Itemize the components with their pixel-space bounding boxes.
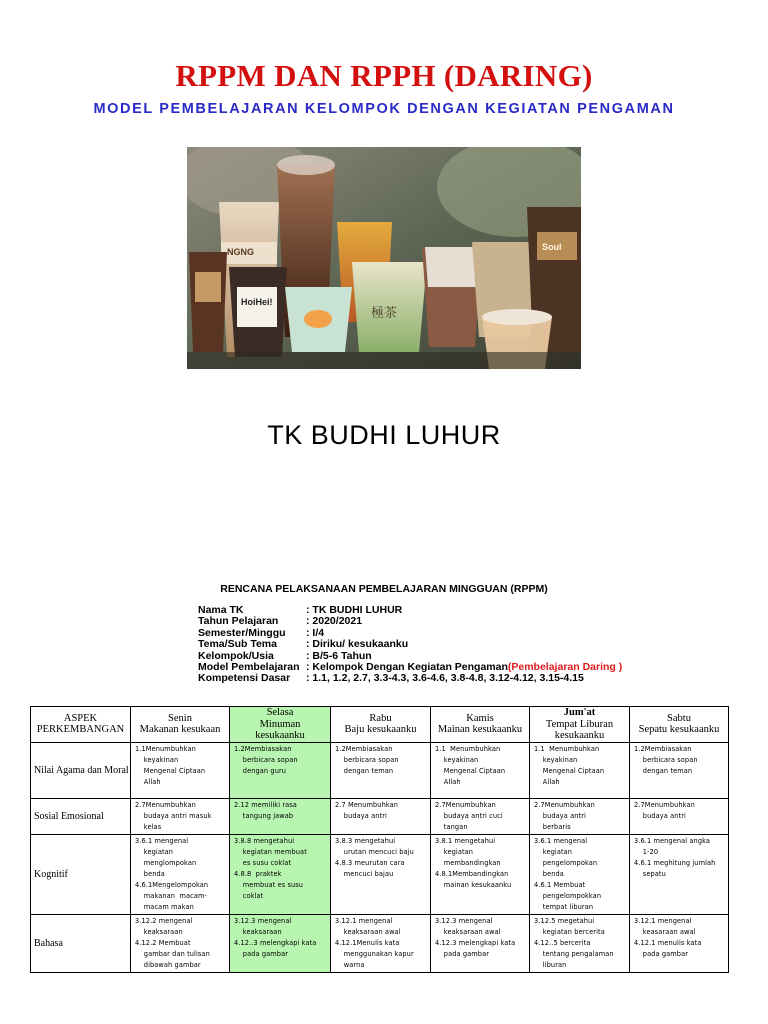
activity-line: Mengenal Ciptaan — [435, 766, 506, 775]
info-label: Model Pembelajaran — [198, 661, 300, 674]
activity-line: 4.6.1 Membuat — [534, 880, 586, 889]
activity-line: kegiatan — [135, 847, 174, 856]
activity-line: tempat liburan — [534, 902, 594, 911]
activity-line: 4.8.3 meurutan cara — [335, 858, 405, 867]
activity-line: 3.8.8 mengetahui — [234, 836, 295, 845]
cup-sign-hoihei: HoiHei! — [241, 297, 273, 307]
info-value: : 2020/2021 — [306, 615, 363, 628]
activity-line: membuat es susu — [234, 880, 304, 889]
activity-line: 3.8.1 mengetahui — [435, 836, 496, 845]
activity-line: mainan kesukaanku — [435, 880, 512, 889]
activity-line: warna — [335, 960, 365, 969]
rppm-heading: RENCANA PELAKSANAAN PEMBELAJARAN MINGGUAN (RPPM) — [220, 583, 548, 595]
activity-line: keaksaraan awal — [435, 927, 501, 936]
info-value: : Diriku/ kesukaanku — [306, 638, 409, 651]
cup-sign-soul: Soul — [542, 242, 562, 252]
activity-cell — [331, 742, 431, 798]
activity-line: Mengenal Ciptaan — [534, 766, 605, 775]
activity-line: 4.12.2 Membuat — [135, 938, 191, 947]
activity-line: 3.6.1 mengenal — [135, 836, 189, 845]
activity-cell — [630, 914, 729, 972]
aspek-cell: Kognitif — [31, 834, 131, 914]
activity-line: dengan teman — [335, 766, 394, 775]
activity-line: berbicara sopan — [234, 755, 298, 764]
activity-line: dibawah gambar — [135, 960, 201, 969]
activity-line: budaya antri masuk — [135, 811, 212, 820]
activity-cell — [530, 834, 630, 914]
activity-line: membandingkan — [435, 858, 501, 867]
activity-cell — [230, 742, 331, 798]
table-row — [31, 834, 729, 914]
info-row-tema — [198, 639, 622, 650]
activity-line: pengelompokkan — [534, 891, 602, 900]
activity-line: 3.12.1 mengenal — [335, 916, 393, 925]
activity-line: makanan macam- — [135, 891, 208, 900]
header-kamis: Kamis Mainan kesukaanku — [431, 707, 530, 743]
rppm-info-block — [198, 605, 622, 685]
activity-line: keasaraan awal — [634, 927, 696, 936]
table-header-row — [31, 707, 729, 743]
activity-line: budaya antri — [534, 811, 586, 820]
activity-line: pada gambar — [435, 949, 490, 958]
activity-cell — [131, 834, 230, 914]
activity-line: 4.8.1Membandingkan — [435, 869, 509, 878]
info-value: : Kelompok Dengan Kegiatan Pengaman — [306, 661, 508, 674]
activity-line: Allah — [435, 777, 461, 786]
rppm-table — [30, 706, 729, 973]
activity-line: 1.2Membiasakan — [634, 744, 692, 753]
activity-line: 4.8.8 praktek — [234, 869, 282, 878]
info-label: Semester/Minggu — [198, 626, 286, 639]
activity-cell — [131, 798, 230, 834]
aspek-cell: Sosial Emosional — [31, 798, 131, 834]
document-subtitle: MODEL PEMBELAJARAN KELOMPOK DENGAN KEGIATAN PENGAMAN — [93, 101, 675, 117]
activity-cell — [630, 742, 729, 798]
activity-line: 4.12..3 melengkapi kata — [234, 938, 317, 947]
activity-line: dengan guru — [234, 766, 287, 775]
activity-line: 4.12.1 menulis kata — [634, 938, 702, 947]
activity-line: 2.7Menumbuhkan — [135, 800, 196, 809]
header-senin: Senin Makanan kesukaan — [131, 707, 230, 743]
activity-line: menglompokan — [135, 858, 197, 867]
activity-line: kegiatan — [435, 847, 474, 856]
info-value: : I/4 — [306, 626, 325, 639]
activity-cell — [331, 914, 431, 972]
info-label: Kompetensi Dasar — [198, 672, 291, 685]
activity-cell — [230, 834, 331, 914]
header-selasa: Selasa Minuman kesukaanku — [230, 707, 331, 743]
activity-cell — [431, 742, 530, 798]
activity-line: 1.2Membiasakan — [335, 744, 393, 753]
activity-line: 2.12 memiliki rasa — [234, 800, 297, 809]
activity-line: Allah — [534, 777, 560, 786]
activity-line: 3.12.5 megetahui — [534, 916, 595, 925]
aspek-cell: Bahasa — [31, 914, 131, 972]
activity-cell — [331, 834, 431, 914]
info-value: : 1.1, 1.2, 2.7, 3.3-4.3, 3.6-4.6, 3.8-4.8, 3.12-4.12, 3.15-4.15 — [306, 672, 584, 685]
activity-line: 3.8.3 mengetahui — [335, 836, 396, 845]
activity-line: 4.6.1 meghitung jumlah — [634, 858, 716, 867]
activity-line: budaya antri — [634, 811, 686, 820]
activity-line: berbaris — [534, 822, 571, 831]
activity-line: keyakinan — [534, 755, 578, 764]
activity-line: macam makan — [135, 902, 194, 911]
activity-line: 4.12.3 melengkapi kata — [435, 938, 516, 947]
activity-line: 2.7 Menumbuhkan — [335, 800, 399, 809]
activity-line: kegiatan — [534, 847, 573, 856]
info-label: Nama TK — [198, 604, 244, 616]
activity-line: 1.1Menumbuhkan — [135, 744, 196, 753]
activity-line: dengan teman — [634, 766, 693, 775]
activity-line: 1.1 Menumbuhkan — [435, 744, 501, 753]
activity-line: 1.1 Menumbuhkan — [534, 744, 600, 753]
activity-line: 2.7Menumbuhkan — [435, 800, 496, 809]
activity-line: berbicara sopan — [335, 755, 399, 764]
activity-line: urutan mencuci baju — [335, 847, 414, 856]
activity-line: 3.12.2 mengenal — [135, 916, 193, 925]
info-value: : TK BUDHI LUHUR — [306, 604, 403, 616]
activity-cell — [630, 798, 729, 834]
activity-line: sepatu — [634, 869, 666, 878]
activity-line: keaksaraan awal — [335, 927, 401, 936]
table-row — [31, 798, 729, 834]
activity-line: tentang pengalaman — [534, 949, 614, 958]
activity-cell — [131, 914, 230, 972]
cup-sign-ngng: NGNG — [227, 247, 254, 257]
activity-line: 2.7Menumbuhkan — [534, 800, 595, 809]
activity-line: coklat — [234, 891, 264, 900]
activity-line: keyakinan — [435, 755, 479, 764]
activity-line: 1.2Membiasakan — [234, 744, 292, 753]
activity-line: 1-20 — [634, 847, 659, 856]
header-sabtu: Sabtu Sepatu kesukaanku — [630, 707, 729, 743]
activity-line: budaya antri — [335, 811, 387, 820]
activity-cell — [431, 798, 530, 834]
activity-line: berbicara sopan — [634, 755, 698, 764]
header-aspek: ASPEK PERKEMBANGAN — [31, 707, 131, 743]
activity-line: keaksaraan — [135, 927, 183, 936]
activity-line: 2.7Menumbuhkan — [634, 800, 695, 809]
info-value-highlight: (Pembelajaran Daring ) — [507, 661, 623, 674]
info-row-kompetensi — [198, 673, 622, 684]
info-label: Tema/Sub Tema — [198, 638, 277, 651]
activity-line: 3.12.1 mengenal — [634, 916, 692, 925]
activity-line: pengelompokan — [534, 858, 598, 867]
activity-line: keyakinan — [135, 755, 179, 764]
table-row — [31, 742, 729, 798]
activity-line: 3.6.1 mengenal — [534, 836, 588, 845]
table-row — [31, 914, 729, 972]
activity-line: mencuci bajau — [335, 869, 394, 878]
activity-line: tangan — [435, 822, 468, 831]
activity-line: pada gambar — [634, 949, 689, 958]
activity-line: 3.6.1 mengenal angka — [634, 836, 711, 845]
activity-line: es susu coklat — [234, 858, 292, 867]
header-rabu: Rabu Baju kesukaanku — [331, 707, 431, 743]
activity-cell — [431, 914, 530, 972]
activity-line: benda — [135, 869, 165, 878]
activity-cell — [431, 834, 530, 914]
cup-sign-matcha: 極茶 — [371, 306, 398, 321]
activity-line: menggunakan kapur — [335, 949, 414, 958]
activity-line: benda — [534, 869, 564, 878]
school-name: TK BUDHI LUHUR — [267, 420, 501, 450]
activity-line: gambar dan tulisan — [135, 949, 210, 958]
aspek-cell: Nilai Agama dan Moral — [31, 742, 131, 798]
activity-cell — [331, 798, 431, 834]
activity-line: budaya antri cuci — [435, 811, 503, 820]
document-title: RPPM DAN RPPH (DARING) — [175, 58, 593, 93]
activity-cell — [530, 798, 630, 834]
drinks-photo — [187, 147, 581, 369]
activity-line: kegiatan membuat — [234, 847, 307, 856]
activity-line: 3.12.3 mengenal — [435, 916, 493, 925]
activity-cell — [230, 914, 331, 972]
activity-line: 4.12.1Menulis kata — [335, 938, 400, 947]
activity-line: Allah — [135, 777, 161, 786]
activity-line: pada gambar — [234, 949, 289, 958]
activity-cell — [230, 798, 331, 834]
activity-line: tangung jawab — [234, 811, 294, 820]
activity-line: 3.12.3 mengenal — [234, 916, 292, 925]
activity-cell — [630, 834, 729, 914]
activity-line: Mengenal Ciptaan — [135, 766, 206, 775]
activity-line: 4.12..5 bercerita — [534, 938, 591, 947]
activity-line: kegiatan bercerita — [534, 927, 605, 936]
info-value: : B/5-6 Tahun — [306, 649, 372, 662]
activity-cell — [530, 742, 630, 798]
activity-cell — [131, 742, 230, 798]
activity-line: liburan — [534, 960, 567, 969]
info-label: Tahun Pelajaran — [198, 615, 279, 628]
info-label: Kelompok/Usia — [198, 649, 274, 662]
activity-line: kelas — [135, 822, 162, 831]
activity-line: 4.6.1Mengelompokan — [135, 880, 209, 889]
activity-cell — [530, 914, 630, 972]
header-jumat: Jum'at Tempat Liburan kesukaanku — [530, 707, 630, 743]
activity-line: keaksaraan — [234, 927, 282, 936]
